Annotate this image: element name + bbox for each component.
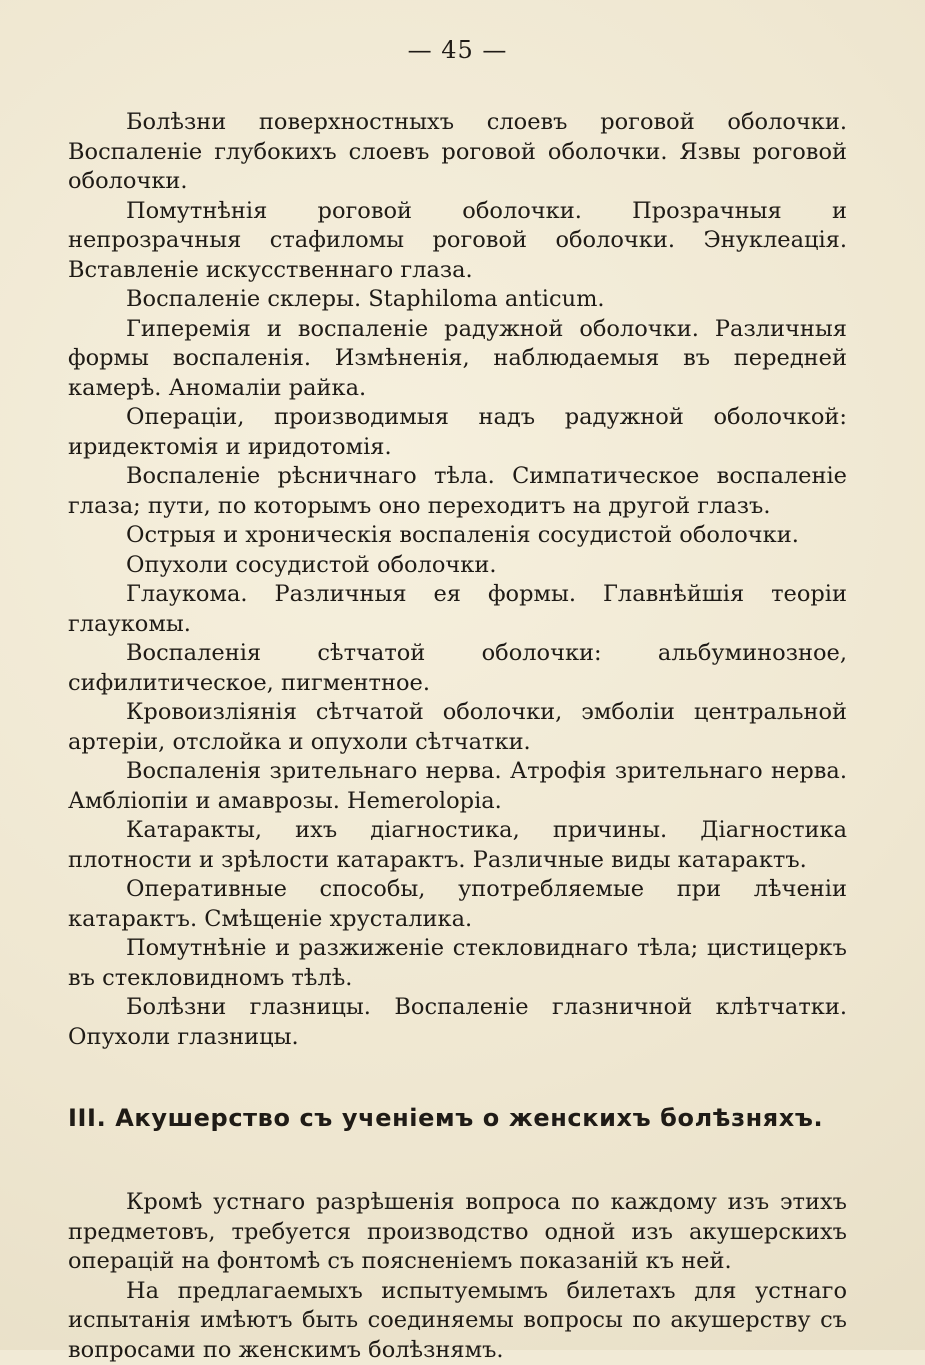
topic-paragraph: Глаукома. Различныя ея формы. Главнѣйшія теоріи глаукомы. bbox=[68, 580, 847, 639]
topic-paragraph: Воспаленіе склеры. Staphiloma anticum. bbox=[68, 285, 847, 315]
topic-paragraph: Воспаленія сѣтчатой оболочки: альбуминозное, сифилитическое, пигментное. bbox=[68, 639, 847, 698]
topic-paragraph: Помутнѣнія роговой оболочки. Прозрачныя и непрозрачныя стафиломы роговой оболочки. Энуклеація. Вставленіе искусственнаго глаза. bbox=[68, 197, 847, 286]
topic-paragraph: Воспаленіе рѣсничнаго тѣла. Симпатическое воспаленіе глаза; пути, по которымъ оно переходитъ на другой глазъ. bbox=[68, 462, 847, 521]
topic-paragraph: Болѣзни глазницы. Воспаленіе глазничной клѣтчатки. Опухоли глазницы. bbox=[68, 993, 847, 1052]
section-heading: III. Акушерство съ ученіемъ о женскихъ болѣзняхъ. bbox=[68, 1104, 847, 1132]
ophthalmology-topics bbox=[68, 108, 847, 1052]
topic-paragraph: Помутнѣніе и разжиженіе стекловиднаго тѣла; цистицеркъ въ стекловидномъ тѣлѣ. bbox=[68, 934, 847, 993]
note-paragraph: Кромѣ устнаго разрѣшенія вопроса по каждому изъ этихъ предметовъ, требуется производство одной изъ акушерскихъ операцій на фонтомѣ съ поясненіемъ показаній къ ней. bbox=[68, 1188, 847, 1277]
topic-paragraph: Опухоли сосудистой оболочки. bbox=[68, 551, 847, 581]
page-number: — 45 — bbox=[68, 36, 847, 64]
topic-paragraph: Болѣзни поверхностныхъ слоевъ роговой оболочки. Воспаленіе глубокихъ слоевъ роговой оболочки. Язвы роговой оболочки. bbox=[68, 108, 847, 197]
topic-paragraph: Катаракты, ихъ діагностика, причины. Діагностика плотности и зрѣлости катарактъ. Различные виды катарактъ. bbox=[68, 816, 847, 875]
topic-paragraph: Воспаленія зрительнаго нерва. Атрофія зрительнаго нерва. Амбліопіи и амаврозы. Hemeroloрia. bbox=[68, 757, 847, 816]
topic-paragraph: Острыя и хроническія воспаленія сосудистой оболочки. bbox=[68, 521, 847, 551]
note-paragraph: На предлагаемыхъ испытуемымъ билетахъ для устнаго испытанія имѣютъ быть соединяемы вопросы по акушерству съ вопросами по женскимъ болѣзнямъ. bbox=[68, 1277, 847, 1365]
topic-paragraph: Операціи, производимыя надъ радужной оболочкой: иридектомія и иридотомія. bbox=[68, 403, 847, 462]
topic-paragraph: Кровоизліянія сѣтчатой оболочки, эмболіи центральной артеріи, отслойка и опухоли сѣтчатки. bbox=[68, 698, 847, 757]
obstetrics-notes bbox=[68, 1188, 847, 1365]
topic-paragraph: Оперативные способы, употребляемые при лѣченіи катарактъ. Смѣщеніе хрусталика. bbox=[68, 875, 847, 934]
topic-paragraph: Гиперемія и воспаленіе радужной оболочки. Различныя формы воспаленія. Измѣненія, наблюдаемыя въ передней камерѣ. Аномаліи райка. bbox=[68, 315, 847, 404]
